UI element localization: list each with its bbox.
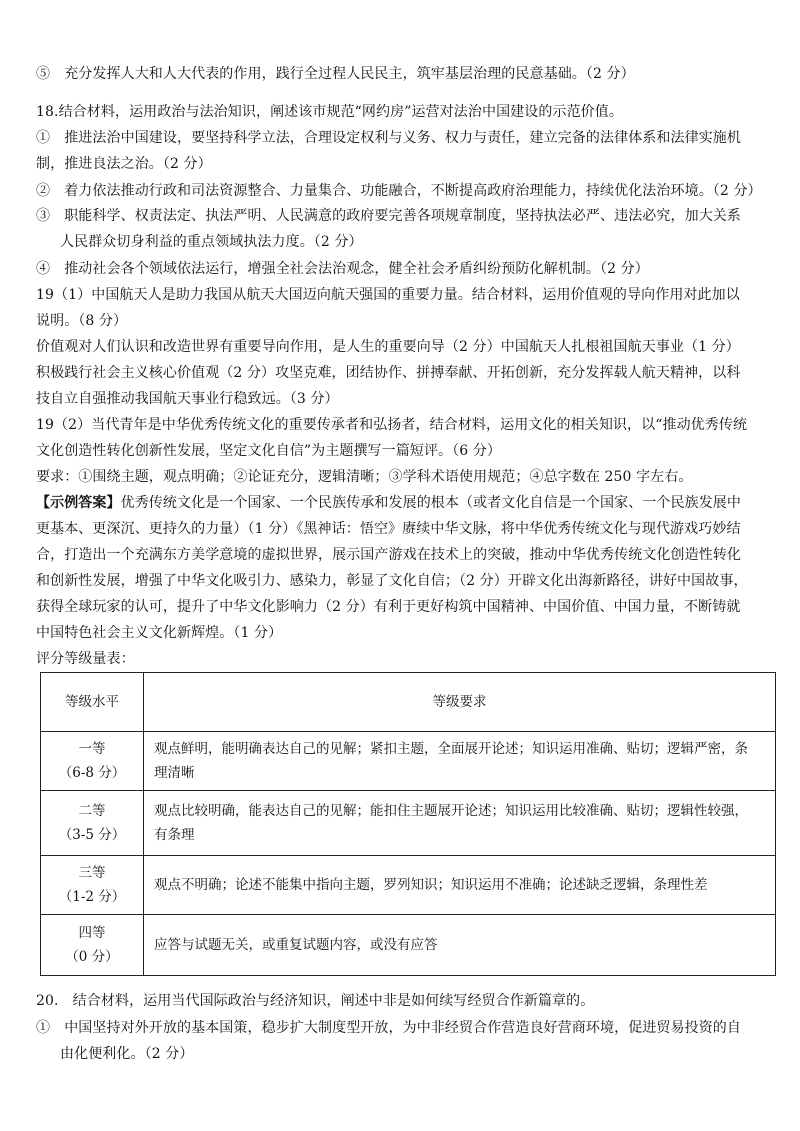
requirement-text: 观点鲜明，能明确表达自己的见解；紧扣主题，全面展开论述；知识运用准确、贴切；逻辑严密，条 <box>154 741 748 757</box>
level-cell <box>41 732 144 791</box>
requirement-text-cont: 有条理 <box>154 827 195 843</box>
q19-1-title: 19（1）中国航天人是助力我国从航天大国迈向航天强国的重要力量。结合材料，运用价值观的导向作用对此加以 <box>36 287 740 303</box>
q18-item-3: ③ 职能科学、权责法定、执法严明、人民满意的政府要完善各项规章制度，坚持执法必严、违法必究，加大关系 <box>36 208 741 224</box>
example-answer-line-3: 合，打造出一个充满东方美学意境的虚拟世界，展示国产游戏在技术上的突破，推动中华优秀传统文化创造性转化 <box>36 547 741 563</box>
level-range: （1-2 分） <box>58 889 126 905</box>
example-answer-line-6: 中国特色社会主义文化新辉煌。（1 分） <box>36 625 283 641</box>
q20-item-1: ① 中国坚持对外开放的基本国策，稳步扩大制度型开放，为中非经贸合作营造良好营商环境，促进贸易投资的自 <box>36 1020 741 1036</box>
level-range: （3-5 分） <box>58 827 126 843</box>
table-row <box>41 856 776 915</box>
requirement-cell <box>144 732 776 791</box>
level-cell <box>41 915 144 976</box>
level-cell <box>41 791 144 856</box>
example-answer-line-4: 和创新性发展，增强了中华文化吸引力、感染力，彰显了文化自信；（2 分）开辟文化出海新路径，讲好中国故事， <box>36 573 748 589</box>
table-row <box>41 915 776 976</box>
q19-1-answer-1: 价值观对人们认识和改造世界有重要导向作用，是人生的重要向导（2 分）中国航天人扎根祖国航天事业（1 分） <box>36 339 740 355</box>
q18-item-2: ② 着力依法推动行政和司法资源整合、力量集合、功能融合，不断提高政府治理能力，持续优化法治环境。（2 分） <box>36 183 762 199</box>
example-answer-line-2: 更基本、更深沉、更持久的力量）（1 分）《黑神话：悟空》赓续中华文脉，将中华优秀传统文化与现代游戏巧妙结 <box>36 521 741 537</box>
q19-1-title-cont: 说明。（8 分） <box>36 313 128 329</box>
requirement-cell: 观点不明确；论述不能集中指向主题，罗列知识；知识运用不准确；论述缺乏逻辑，条理性差 <box>144 856 776 915</box>
example-answer-label: 【示例答案】 <box>36 495 121 511</box>
q20-item-1-cont: 由化便利化。（2 分） <box>60 1046 194 1062</box>
q18-item-1: ① 推进法治中国建设，要坚持科学立法，合理设定权利与义务、权力与责任，建立完备的法律体系和法律实施机 <box>36 130 741 146</box>
q18-item-4: ④ 推动社会各个领域依法运行，增强全社会法治观念，健全社会矛盾纠纷预防化解机制。（2 分） <box>36 261 649 277</box>
example-answer-line-5: 获得全球玩家的认可，提升了中华文化影响力（2 分）有利于更好构筑中国精神、中国价值、中国力量，不断铸就 <box>36 599 741 615</box>
q18-title: 18.结合材料，运用政治与法治知识，阐述该市规范“网约房”运营对法治中国建设的示范价值。 <box>36 104 623 120</box>
grading-table <box>40 672 776 976</box>
requirement-cell <box>144 791 776 856</box>
level-name: 三等 <box>78 865 106 881</box>
q20-title: 20. 结合材料，运用当代国际政治与经济知识，阐述中非是如何续写经贸合作新篇章的。 <box>36 993 595 1009</box>
header-level: 等级水平 <box>41 673 144 732</box>
table-header-row <box>41 673 776 732</box>
requirement-text: 观点比较明确，能表达自己的见解；能扣住主题展开论述；知识运用比较准确、贴切；逻辑性较强， <box>154 803 748 819</box>
q19-2-requirements: 要求：①围绕主题，观点明确；②论证充分，逻辑清晰；③学科术语使用规范；④总字数在 250 字左右。 <box>36 469 693 485</box>
q19-1-answer-2: 积极践行社会主义核心价值观（2 分）攻坚克难，团结协作、拼搏奉献、开拓创新，充分发挥载人航天精神，以科 <box>36 365 741 381</box>
requirement-text-cont: 理清晰 <box>154 765 195 781</box>
q19-2-title-cont: 文化创造性转化创新性发展，坚定文化自信”为主题撰写一篇短评。（6 分） <box>36 443 502 459</box>
q19-1-answer-3: 技自立自强推动我国航天事业行稳致远。（3 分） <box>36 391 339 407</box>
header-requirement: 等级要求 <box>144 673 776 732</box>
table-row <box>41 732 776 791</box>
table-row <box>41 791 776 856</box>
level-cell <box>41 856 144 915</box>
q17-item-5: ⑤ 充分发挥人大和人大代表的作用，践行全过程人民民主，筑牢基层治理的民意基础。（2 分） <box>36 66 635 82</box>
level-name: 四等 <box>78 925 106 941</box>
q18-item-3-cont: 人民群众切身利益的重点领域执法力度。（2 分） <box>60 234 363 250</box>
requirement-cell: 应答与试题无关，或重复试题内容，或没有应答 <box>144 915 776 976</box>
table-caption: 评分等级量表： <box>36 651 135 667</box>
level-name: 一等 <box>78 741 106 757</box>
example-answer-text: 优秀传统文化是一个国家、一个民族传承和发展的根本（或者文化自信是一个国家、一个民族发展中 <box>120 495 742 511</box>
level-range: （6-8 分） <box>58 765 126 781</box>
q19-2-title: 19（2）当代青年是中华优秀传统文化的重要传承者和弘扬者，结合材料，运用文化的相关知识，以“推动优秀传统 <box>36 417 748 433</box>
level-name: 二等 <box>78 803 106 819</box>
level-range: （0 分） <box>65 949 119 965</box>
example-answer-line-1 <box>36 492 770 514</box>
q18-item-1-cont: 制，推进良法之治。（2 分） <box>36 156 212 172</box>
